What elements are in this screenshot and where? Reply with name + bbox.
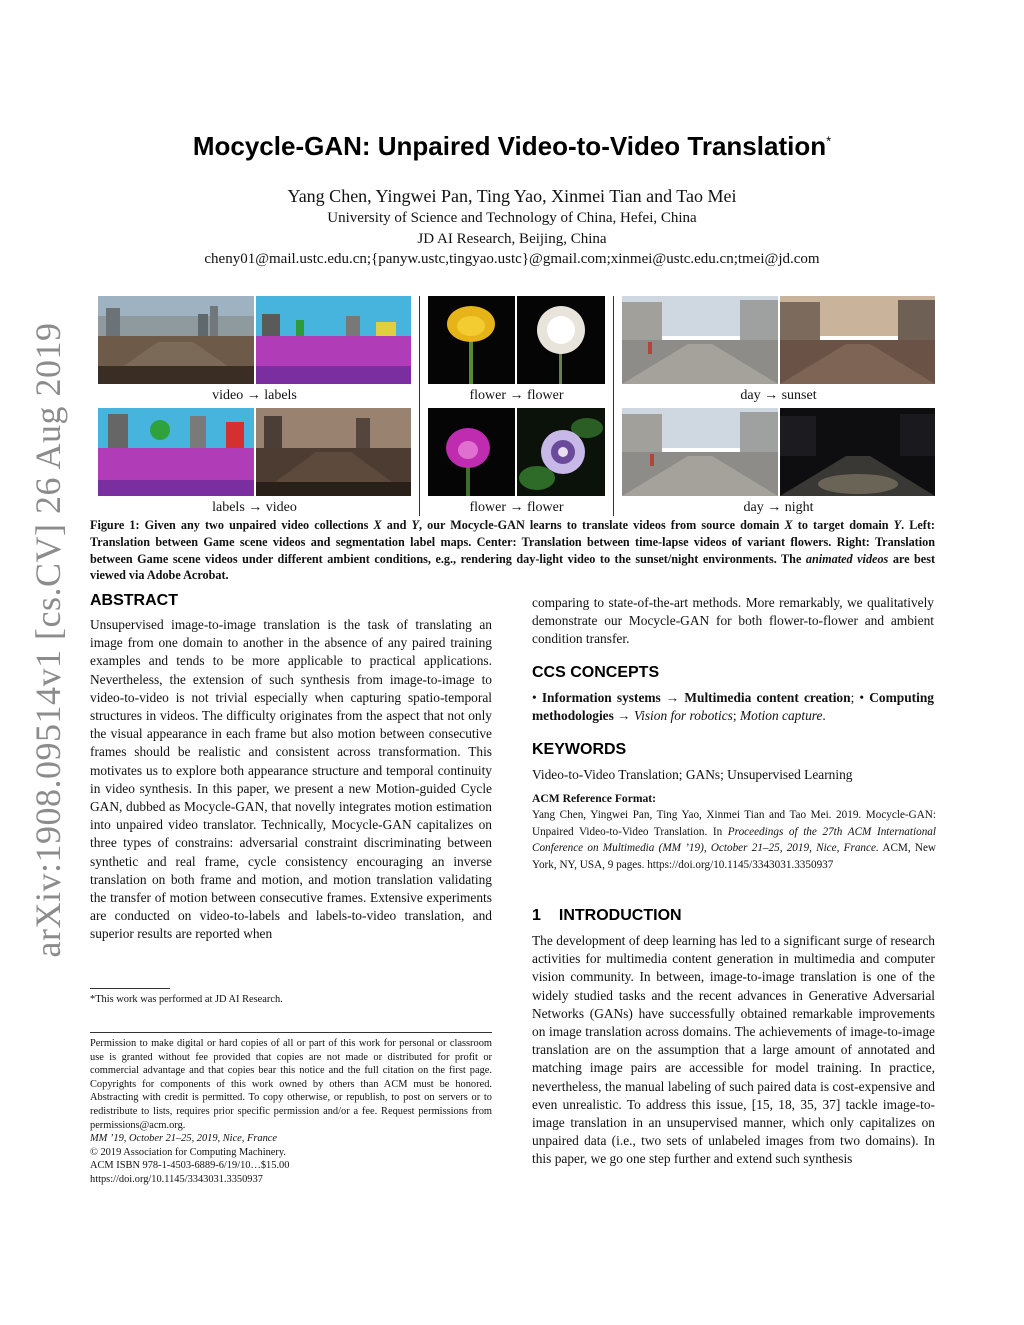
title-footnote-marker: * [826, 133, 832, 149]
segmentation-label-map [256, 296, 411, 384]
label-day-to-night: day → night [743, 500, 814, 515]
figure-divider-right [613, 296, 614, 516]
caption-part-4: . Left: Translation between Game scene videos and segmentation label maps. Center: Translation between time-lapse videos of variant flowers. Right: Translation between Game scene videos under different ambient conditions, e.g., rendering day-light video to the sunset/night environments. The [90, 518, 935, 566]
permission-block [90, 1037, 492, 1187]
day-street-frame-2 [622, 408, 778, 496]
author-list: Yang Chen, Yingwei Pan, Ting Yao, Xinmei Tian and Tao Mei [287, 186, 737, 206]
ccs-item-2b: Motion capture [739, 708, 823, 724]
night-street-frame [780, 408, 935, 496]
paper-title [0, 131, 1024, 162]
segmentation-label-map-2 [98, 408, 254, 496]
footnote-rule [90, 988, 170, 989]
ccs-item-2a: Vision for robotics [633, 708, 733, 724]
ccs-sep-2: ; [732, 708, 737, 724]
abstract-continuation: comparing to state-of-the-art methods. More remarkably, we qualitatively demonstrate our Mocycle-GAN for both flower-to-flower and ambient condition transfer. [532, 595, 934, 647]
acm-ref-venue: Proceedings of the 27th ACM International Conference on Multimedia (MM ’19), October 21–25, 2019, Nice, France. [532, 825, 937, 855]
abstract-text: Unsupervised image-to-image translation is the task of translating an image from one domain to another in the absence of any paired training examples and tends to be more applicable to practical applications. Nevertheless, the extension of such synthesis from image-to-image to video-to-video is not trivial especially when capturing spatio-temporal structures in videos. The difficulty originates from the aspect that not only the visual appearance in each frame but also motion between consecutive frames should be realistic and consistent across transformation. This motivates us to explore both appearance structure and temporal continuity in video synthesis. In this paper, we present a new Motion-guided Cycle GAN, dubbed as Mocycle-GAN, that novelly integrates motion estimation into unpaired video translator. Technically, Mocycle-GAN capitalizes on three types of constrains: adversarial constraint discriminating between synthetic and real frame, cycle consistency encouraging an inverse translation on both frame and motion, and motion translation validating the transfer of motion between consecutive frames. Extensive experiments are conducted on video-to-labels and labels-to-video translation, and superior results are reported when [90, 617, 492, 942]
ccs-sep-1: ; [850, 690, 855, 705]
label-day-to-sunset: day → sunset [740, 388, 817, 403]
arxiv-identifier: arXiv:1908.09514v1 [cs.CV] 26 Aug 2019 [28, 322, 68, 958]
sunset-street-frame [780, 296, 935, 384]
keywords-heading: KEYWORDS [532, 741, 627, 758]
introduction-heading [532, 907, 682, 925]
ccs-bullet-2: • [859, 690, 865, 705]
label-flower-to-flower-2: flower → flower [469, 500, 564, 515]
conference-info: MM ’19, October 21–25, 2019, Nice, France [90, 1133, 277, 1145]
affiliation-ustc: University of Science and Technology of China, Hefei, China [327, 210, 697, 226]
caption-part-2: , our Mocycle-GAN learns to translate videos from source domain [418, 518, 780, 532]
label-video-to-labels: video → labels [212, 388, 297, 403]
section-number: 1 [532, 907, 541, 924]
permission-rule [90, 1032, 492, 1033]
caption-part-1: Given any two unpaired video collections [144, 518, 369, 532]
figure-divider-left [419, 296, 420, 516]
ccs-heading: CCS CONCEPTS [532, 664, 660, 681]
title-text: Mocycle-GAN: Unpaired Video-to-Video Translation [192, 131, 827, 161]
game-scene-frame [98, 296, 254, 384]
introduction-text: The development of deep learning has led to a significant surge of research activities for multimedia content generation in multimedia and computer vision community. In between, image-to-image translation is one of the widely studied tasks and the recent advances in Generative Adversarial Networks (GANs) have successfully obtained remarkable improvements on image translation across domains. The achievements of image-to-image translation are on the assumption that a large amount of annotated and matching image pairs are accessible for model training. In practice, nevertheless, the manual labeling of such paired data is cost-expensive and even unrealistic. To address this issue, [15, 18, 35, 37] tackle image-to-image translation in an unsupervised manner, which only capitalizes on unpaired data (i.e., two sets of unlabeled images from two domains). In this paper, we go one step further and extend such synthesis [532, 933, 935, 1167]
abstract-heading: ABSTRACT [90, 592, 178, 609]
dandelion-flower-frame [428, 296, 515, 384]
acm-ref-heading: ACM Reference Format: [532, 792, 657, 805]
caption-part-5: are best viewed via Adobe Acrobat. [90, 551, 936, 583]
caption-var-y: Y [411, 518, 419, 532]
day-street-frame [622, 296, 778, 384]
label-labels-to-video: labels → video [212, 500, 297, 515]
caption-var-x: X [373, 518, 382, 532]
author-emails: cheny01@mail.ustc.edu.cn;{panyw.ustc,tingyao.ustc}@gmail.com;xinmei@ustc.edu.cn;tmei@jd.com [204, 251, 820, 267]
caption-part-3: to target domain [797, 518, 889, 532]
caption-lead: Figure 1: [90, 518, 140, 532]
acm-ref-authors: Yang Chen, Yingwei Pan, Ting Yao, Xinmei Tian and Tao Mei. 2019. Mocycle-GAN: Unpaired Video-to-Video Translation. In [532, 809, 936, 838]
isbn-line: ACM ISBN 978-1-4503-6889-6/19/10…$15.00 [90, 1160, 290, 1172]
copyright-line: © 2019 Association for Computing Machinery. [90, 1146, 286, 1158]
ccs-item-2: Computing methodologies → [532, 690, 934, 724]
permission-text: Permission to make digital or hard copies of all or part of this work for personal or classroom use is granted without fee provided that copies are not made or distributed for profit or commercial advantage and that copies bear this notice and the full citation on the first page. Copyrights for components of this work owned by others than ACM must be honored. Abstracting with credit is permitted. To copy otherwise, or republish, to post on servers or to redistribute to lists, requires prior specific permission and/or a fee. Request permissions from permissions@acm.org. [90, 1038, 492, 1131]
label-flower-to-flower-1: flower → flower [469, 388, 564, 403]
ccs-bullet-1: • [532, 690, 537, 705]
caption-italic-text: animated videos [805, 551, 889, 566]
section-title: INTRODUCTION [558, 907, 682, 924]
caption-var-x-2: X [784, 518, 793, 532]
dandelion-seedhead-frame [517, 296, 605, 384]
doi-link[interactable]: https://doi.org/10.1145/3343031.3350937 [90, 1173, 263, 1185]
caption-var-y-2: Y [893, 518, 902, 532]
acm-ref-tail: ACM, New York, NY, USA, 9 pages. https://doi.org/10.1145/3343031.3350937 [532, 842, 936, 871]
footnote-text: *This work was performed at JD AI Research. [90, 994, 283, 1005]
ccs-item-1: Information systems → Multimedia content creation [541, 690, 851, 705]
acm-ref-text [532, 807, 936, 873]
generated-video-frame [256, 408, 411, 496]
passion-flower-frame [517, 408, 605, 496]
keywords-text: Video-to-Video Translation; GANs; Unsupervised Learning [532, 767, 853, 782]
ccs-concepts: • Information systems → Multimedia content creation; • Computing methodologies → Vision for robotics; Motion capture. [532, 690, 934, 724]
purple-flower-frame [428, 408, 515, 496]
figure-caption [90, 517, 935, 584]
affiliation-jd: JD AI Research, Beijing, China [417, 231, 607, 247]
caption-and: and [386, 518, 407, 532]
